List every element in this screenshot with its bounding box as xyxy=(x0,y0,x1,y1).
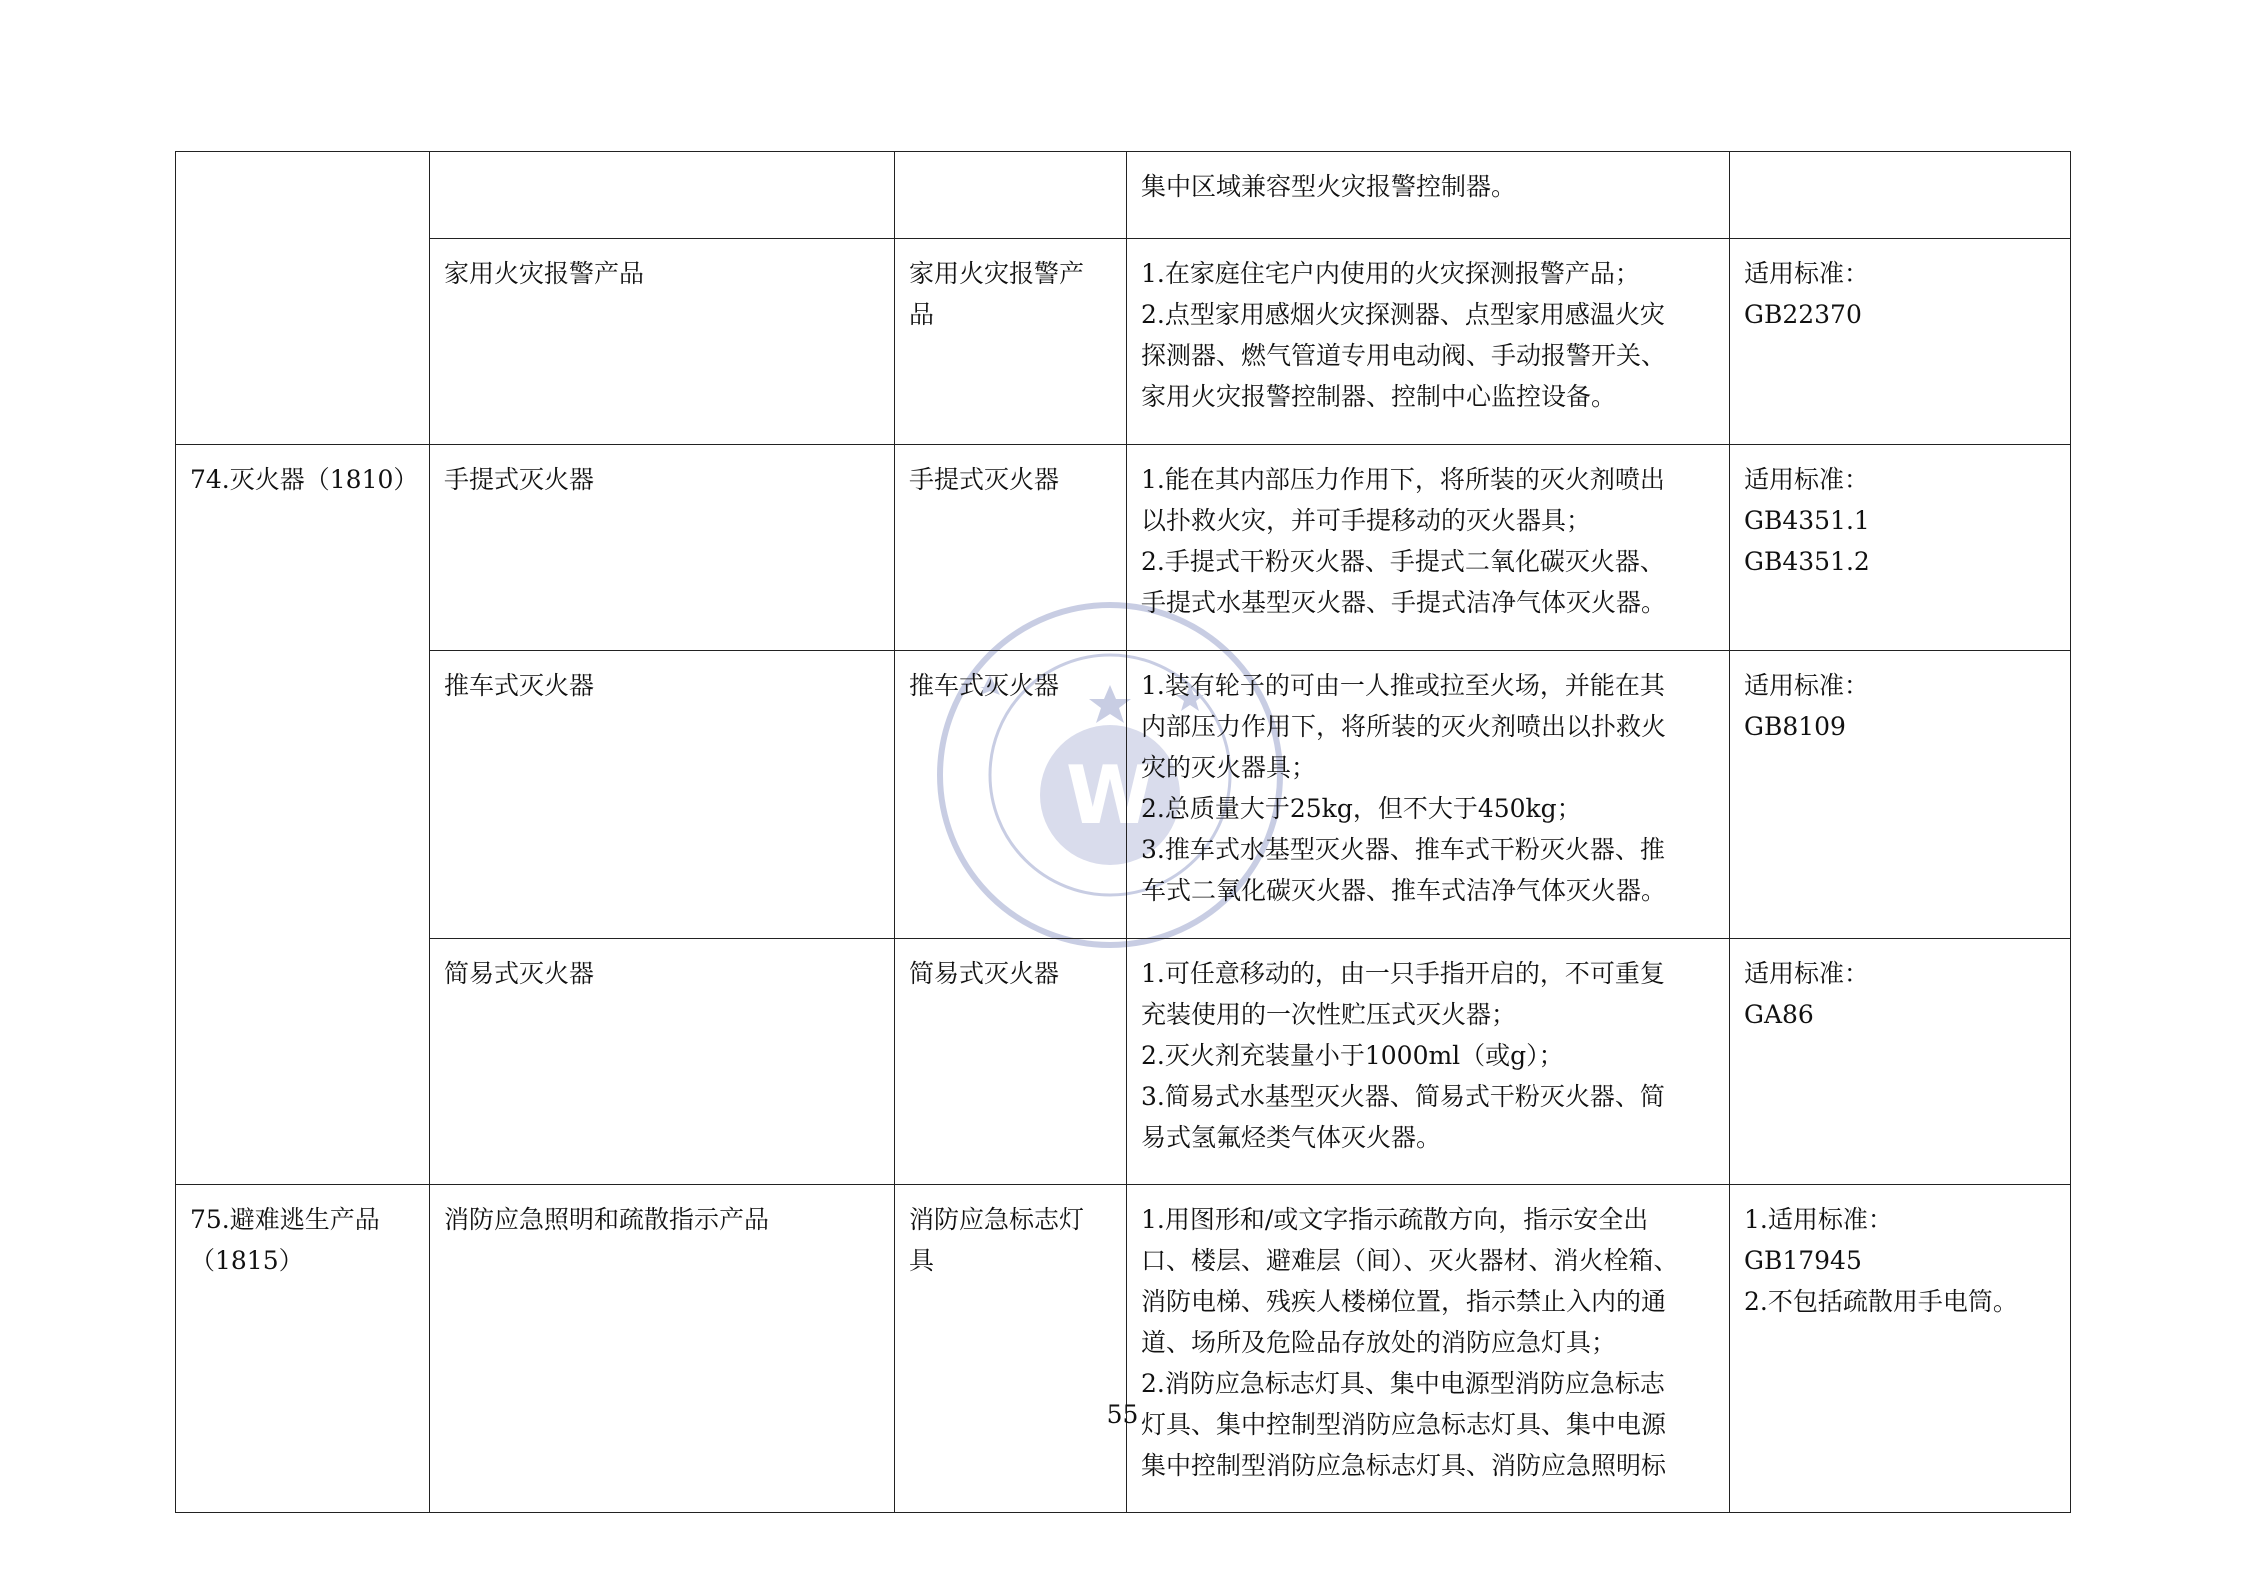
category-cell xyxy=(176,1185,430,1513)
unit-line: 消防应急标志灯 xyxy=(909,1205,1085,1234)
description-line: 道、场所及危险品存放处的消防应急灯具； xyxy=(1141,1328,1617,1357)
product-cell xyxy=(430,651,895,939)
description-cell xyxy=(1127,939,1730,1185)
unit-line: 手提式灭火器 xyxy=(909,465,1060,494)
description-cell xyxy=(1127,152,1730,239)
standard-line: 适用标准： xyxy=(1744,671,1870,700)
unit-line: 具 xyxy=(909,1246,935,1275)
standard-cell xyxy=(1730,651,2071,939)
description-line: 1.在家庭住宅户内使用的火灾探测报警产品； xyxy=(1141,259,1640,288)
category-cell xyxy=(176,445,430,1185)
description-line: 1.装有轮子的可由一人推或拉至火场，并能在其 xyxy=(1141,671,1665,700)
description-cell xyxy=(1127,445,1730,651)
standard-line: 适用标准： xyxy=(1744,259,1870,288)
description-line: 以扑救火灾，并可手提移动的灭火器具； xyxy=(1141,506,1592,535)
standard-cell xyxy=(1730,939,2071,1185)
category-line: 75.避难逃生产品 xyxy=(190,1205,380,1234)
product-text: 推车式灭火器 xyxy=(444,671,595,700)
table-row xyxy=(176,651,2071,939)
description-cell xyxy=(1127,651,1730,939)
standard-line: 适用标准： xyxy=(1744,959,1870,988)
product-cell xyxy=(430,1185,895,1513)
description-line: 灾的灭火器具； xyxy=(1141,753,1317,782)
description-line: 家用火灾报警控制器、控制中心监控设备。 xyxy=(1141,382,1617,411)
description-line: 集中控制型消防应急标志灯具、消防应急照明标 xyxy=(1141,1451,1667,1480)
description-line: 2.总质量大于25kg，但不大于450kg； xyxy=(1141,794,1582,823)
product-cell xyxy=(430,152,895,239)
description-line: 集中区域兼容型火灾报警控制器。 xyxy=(1141,172,1517,201)
unit-line: 家用火灾报警产 xyxy=(909,259,1085,288)
seal-initials: W xyxy=(1065,749,1155,842)
description-line: 1.可任意移动的，由一只手指开启的，不可重复 xyxy=(1141,959,1665,988)
description-line: 内部压力作用下，将所装的灭火剂喷出以扑救火 xyxy=(1141,712,1667,741)
description-line: 消防电梯、残疾人楼梯位置，指示禁止入内的通 xyxy=(1141,1287,1667,1316)
product-cell xyxy=(430,445,895,651)
description-line: 手提式水基型灭火器、手提式洁净气体灭火器。 xyxy=(1141,588,1667,617)
product-catalog-table xyxy=(175,151,2071,1513)
standard-line: 适用标准： xyxy=(1744,465,1870,494)
description-line: 1.能在其内部压力作用下，将所装的灭火剂喷出 xyxy=(1141,465,1665,494)
description-line: 1.用图形和/或文字指示疏散方向，指示安全出 xyxy=(1141,1205,1649,1234)
standard-line: GB22370 xyxy=(1744,300,1862,329)
product-text: 家用火灾报警产品 xyxy=(444,259,645,288)
standard-cell xyxy=(1730,445,2071,651)
table-row xyxy=(176,445,2071,651)
table-row xyxy=(176,1185,2071,1513)
description-line: 口、楼层、避难层（间）、灭火器材、消火栓箱、 xyxy=(1141,1246,1679,1275)
description-line: 3.简易式水基型灭火器、简易式干粉灭火器、简 xyxy=(1141,1082,1665,1111)
page-number: 55 xyxy=(1106,1400,1139,1429)
product-cell xyxy=(430,939,895,1185)
description-line: 充装使用的一次性贮压式灭火器； xyxy=(1141,1000,1517,1029)
standard-line: 2.不包括疏散用手电筒。 xyxy=(1744,1287,2018,1316)
description-cell xyxy=(1127,1185,1730,1513)
description-line: 车式二氧化碳灭火器、推车式洁净气体灭火器。 xyxy=(1141,876,1667,905)
unit-line: 简易式灭火器 xyxy=(909,959,1060,988)
standard-cell xyxy=(1730,239,2071,445)
standard-line: GB4351.1 xyxy=(1744,506,1870,535)
standard-line: GB17945 xyxy=(1744,1246,1862,1275)
unit-cell xyxy=(895,651,1127,939)
product-text: 手提式灭火器 xyxy=(444,465,595,494)
description-line: 易式氢氟烃类气体灭火器。 xyxy=(1141,1123,1442,1152)
standard-line: GA86 xyxy=(1744,1000,1814,1029)
category-line: （1815） xyxy=(190,1246,304,1275)
description-line: 2.灭火剂充装量小于1000ml（或g）； xyxy=(1141,1041,1564,1070)
table-body xyxy=(176,152,2071,1513)
description-line: 2.手提式干粉灭火器、手提式二氧化碳灭火器、 xyxy=(1141,547,1665,576)
standard-line: GB8109 xyxy=(1744,712,1846,741)
table-row xyxy=(176,152,2071,239)
description-line: 3.推车式水基型灭火器、推车式干粉灭火器、推 xyxy=(1141,835,1665,864)
description-line: 探测器、燃气管道专用电动阀、手动报警开关、 xyxy=(1141,341,1667,370)
product-text: 简易式灭火器 xyxy=(444,959,595,988)
standard-line: 1.适用标准： xyxy=(1744,1205,1893,1234)
description-line: 2.点型家用感烟火灾探测器、点型家用感温火灾 xyxy=(1141,300,1665,329)
unit-line: 品 xyxy=(909,300,935,329)
unit-cell xyxy=(895,239,1127,445)
unit-line: 推车式灭火器 xyxy=(909,671,1060,700)
description-line: 灯具、集中控制型消防应急标志灯具、集中电源 xyxy=(1141,1410,1667,1439)
description-cell xyxy=(1127,239,1730,445)
unit-cell xyxy=(895,445,1127,651)
table-row xyxy=(176,239,2071,445)
product-cell xyxy=(430,239,895,445)
standard-cell xyxy=(1730,152,2071,239)
standard-line: GB4351.2 xyxy=(1744,547,1870,576)
standard-cell xyxy=(1730,1185,2071,1513)
unit-cell xyxy=(895,939,1127,1185)
unit-cell xyxy=(895,1185,1127,1513)
category-cell xyxy=(176,152,430,445)
unit-cell xyxy=(895,152,1127,239)
category-line: 74.灭火器（1810） xyxy=(190,465,419,494)
table-row xyxy=(176,939,2071,1185)
product-text: 消防应急照明和疏散指示产品 xyxy=(444,1205,770,1234)
description-line: 2.消防应急标志灯具、集中电源型消防应急标志 xyxy=(1141,1369,1665,1398)
